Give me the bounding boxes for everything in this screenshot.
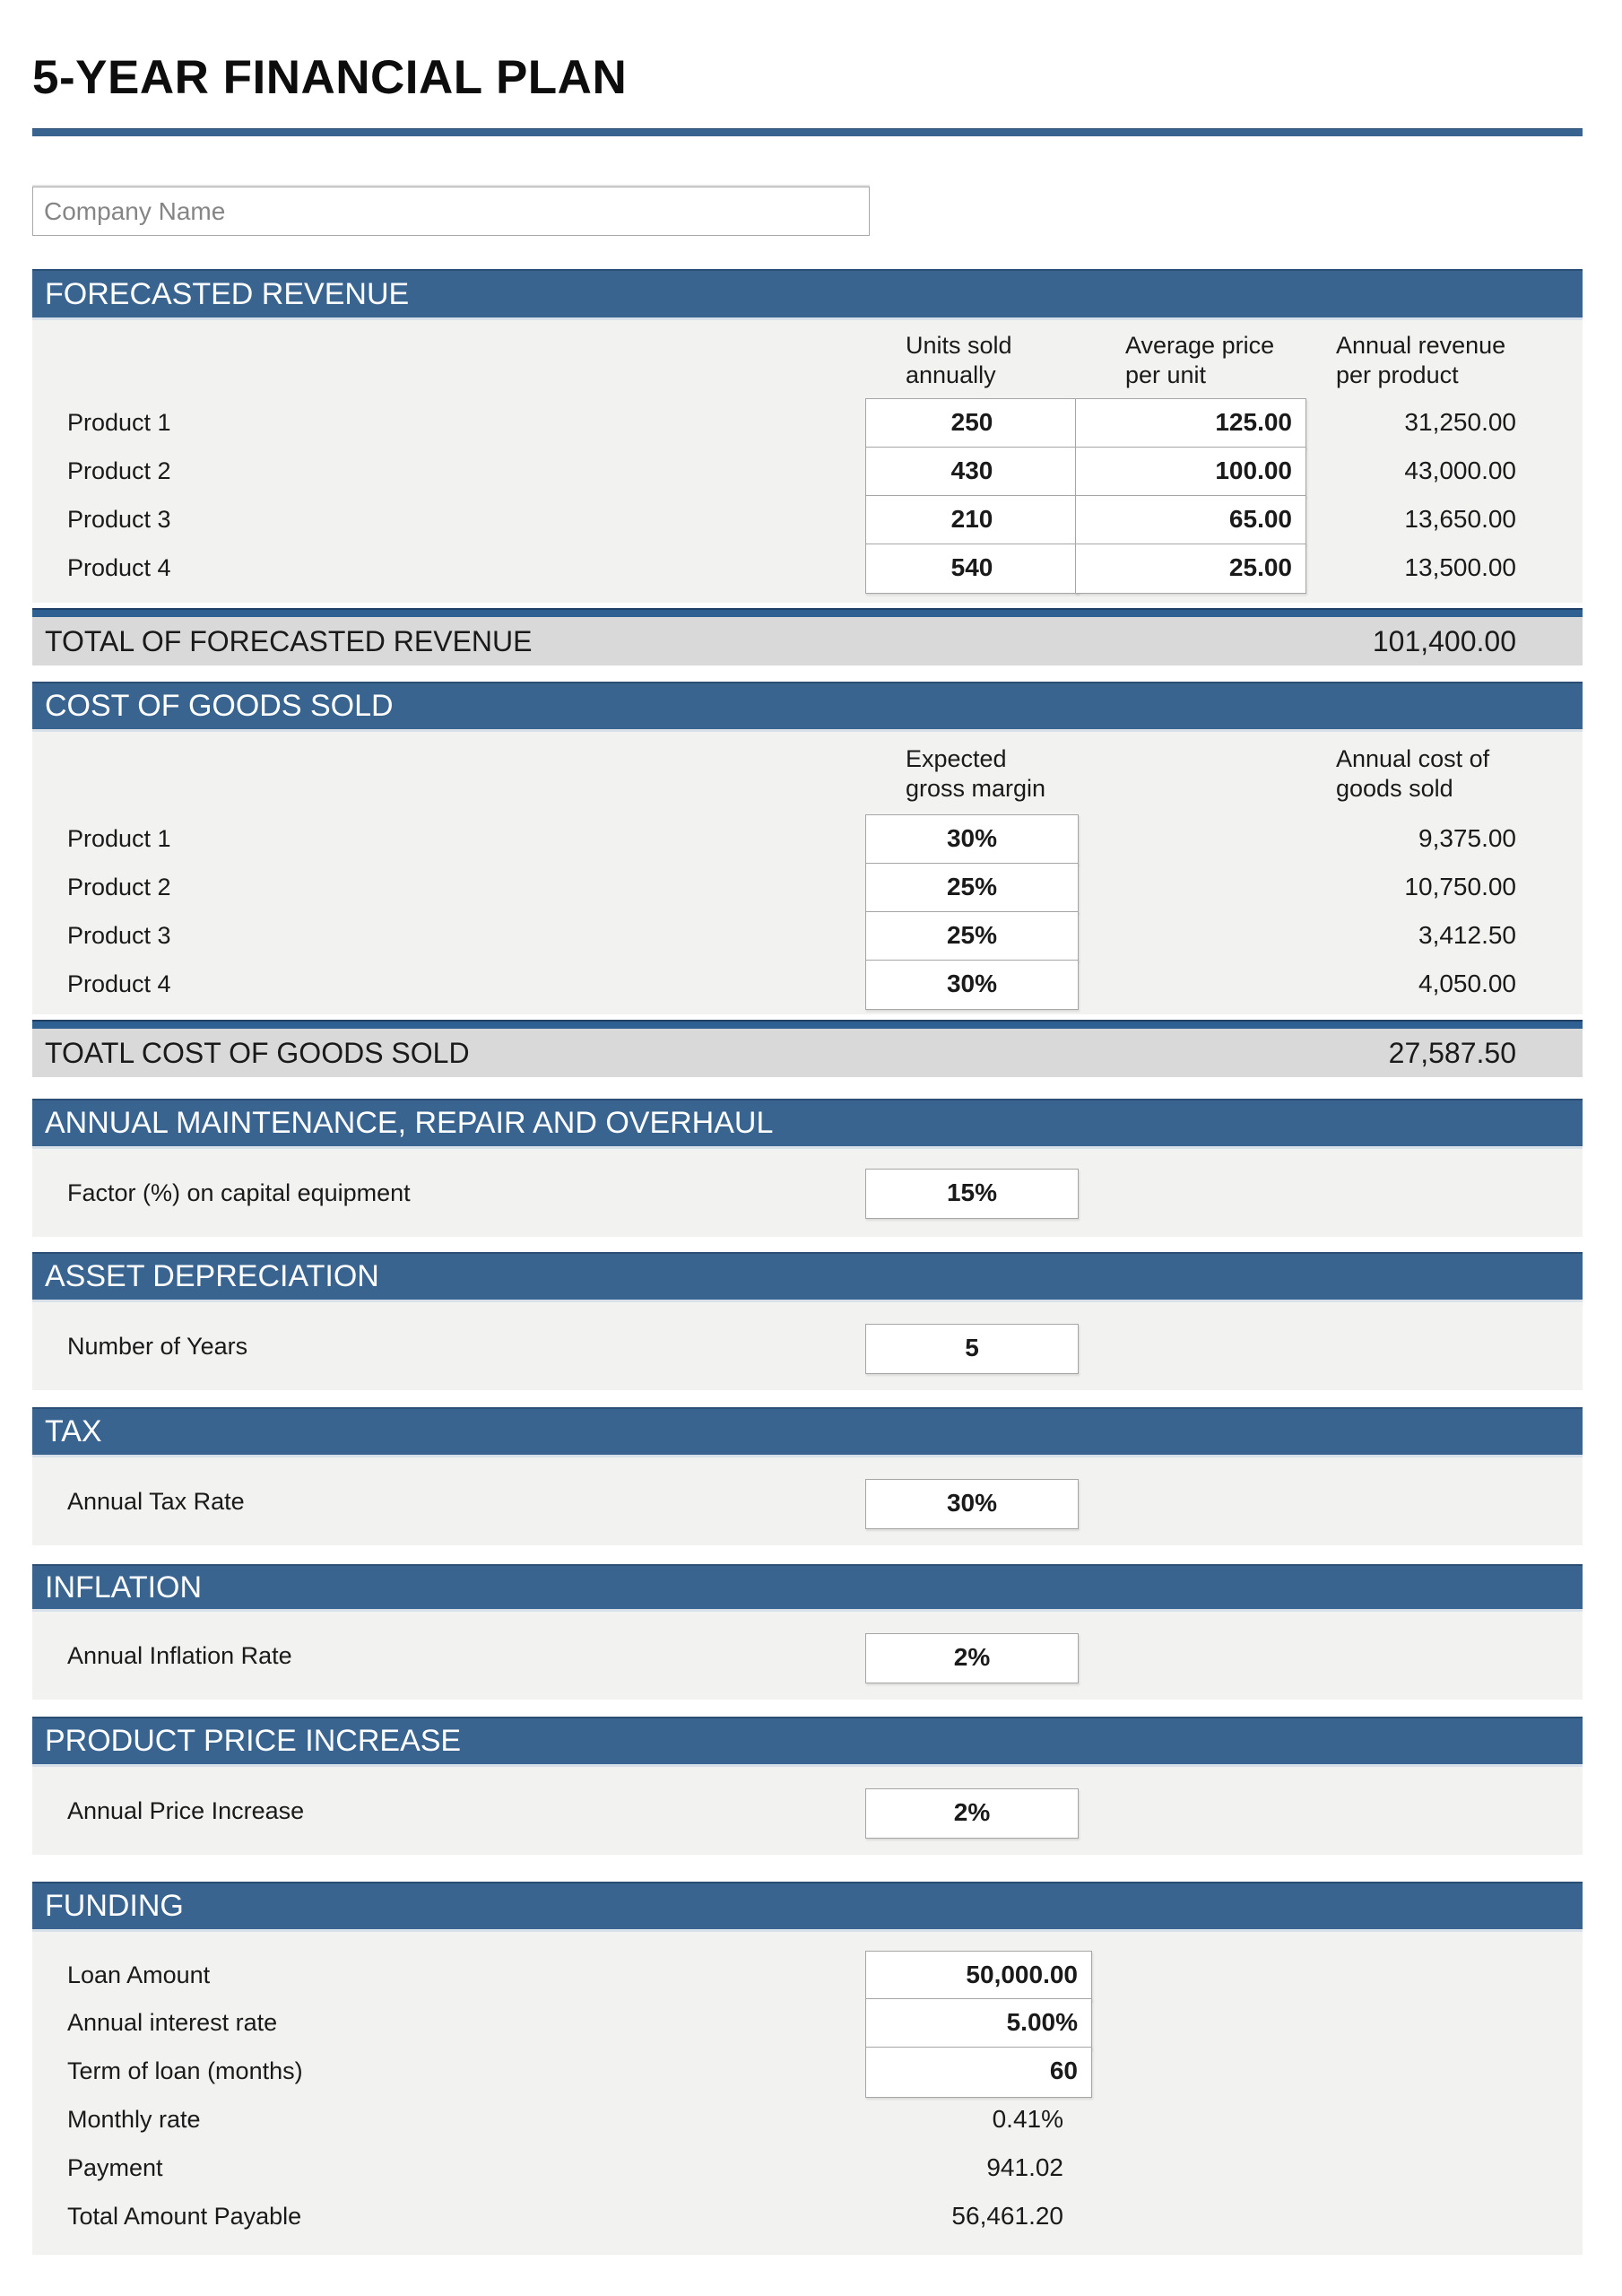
forecasted-revenue-table bbox=[32, 320, 1583, 603]
gross-margin-cell[interactable]: 25% bbox=[865, 911, 1079, 961]
price-increase-header bbox=[32, 1717, 1583, 1767]
total-revenue-value: 101,400.00 bbox=[1372, 624, 1516, 657]
depreciation-header bbox=[32, 1252, 1583, 1302]
funding-heading: FUNDING bbox=[45, 1889, 184, 1923]
maintenance-section bbox=[32, 1149, 1583, 1237]
product-label: Product 3 bbox=[67, 922, 171, 949]
inflation-rate-cell[interactable]: 2% bbox=[865, 1633, 1079, 1683]
annual-revenue-value: 13,500.00 bbox=[1404, 553, 1516, 581]
unit-price-cell[interactable]: 65.00 bbox=[1075, 495, 1306, 545]
units-sold-cell[interactable]: 430 bbox=[865, 447, 1079, 497]
column-header-revenue: Annual revenue per product bbox=[1336, 332, 1506, 388]
inflation-header bbox=[32, 1564, 1583, 1612]
product-label: Product 1 bbox=[67, 825, 171, 852]
unit-price-cell[interactable]: 125.00 bbox=[1075, 398, 1306, 448]
inflation-rate-label: Annual Inflation Rate bbox=[67, 1641, 292, 1669]
product-label: Product 4 bbox=[67, 554, 171, 581]
unit-price-cell[interactable]: 25.00 bbox=[1075, 544, 1306, 594]
unit-price-cell[interactable]: 100.00 bbox=[1075, 447, 1306, 497]
payment-label: Payment bbox=[67, 2154, 163, 2181]
gross-margin-cell[interactable]: 30% bbox=[865, 960, 1079, 1010]
monthly-rate-label: Monthly rate bbox=[67, 2106, 201, 2133]
maintenance-factor-cell[interactable]: 15% bbox=[865, 1169, 1079, 1219]
price-increase-heading: PRODUCT PRICE INCREASE bbox=[45, 1724, 462, 1758]
depreciation-years-cell[interactable]: 5 bbox=[865, 1324, 1079, 1374]
column-header-margin: Expected gross margin bbox=[906, 745, 1046, 802]
monthly-rate-value: 0.41% bbox=[992, 2105, 1063, 2133]
title-rule bbox=[32, 128, 1583, 136]
total-revenue-label: TOTAL OF FORECASTED REVENUE bbox=[45, 624, 533, 657]
tax-section bbox=[32, 1457, 1583, 1545]
loan-amount-cell[interactable]: 50,000.00 bbox=[865, 1951, 1092, 2001]
units-sold-cell[interactable]: 210 bbox=[865, 495, 1079, 545]
forecasted-revenue-header bbox=[32, 269, 1583, 320]
annual-cost-value: 3,412.50 bbox=[1418, 921, 1516, 949]
price-increase-section bbox=[32, 1767, 1583, 1855]
depreciation-heading: ASSET DEPRECIATION bbox=[45, 1259, 379, 1293]
annual-cost-value: 4,050.00 bbox=[1418, 970, 1516, 997]
price-increase-cell[interactable]: 2% bbox=[865, 1788, 1079, 1839]
tax-heading: TAX bbox=[45, 1414, 102, 1448]
product-label: Product 4 bbox=[67, 970, 171, 997]
loan-term-label: Term of loan (months) bbox=[67, 2057, 303, 2084]
column-header-price: Average price per unit bbox=[1125, 332, 1275, 388]
annual-revenue-value: 43,000.00 bbox=[1404, 457, 1516, 484]
total-payable-value: 56,461.20 bbox=[951, 2202, 1063, 2230]
cogs-header bbox=[32, 682, 1583, 732]
annual-revenue-value: 31,250.00 bbox=[1404, 408, 1516, 436]
gross-margin-cell[interactable]: 25% bbox=[865, 863, 1079, 913]
total-cogs-value: 27,587.50 bbox=[1388, 1036, 1516, 1069]
inflation-section bbox=[32, 1612, 1583, 1700]
payment-value: 941.02 bbox=[986, 2153, 1063, 2181]
product-label: Product 1 bbox=[67, 409, 171, 436]
interest-rate-cell[interactable]: 5.00% bbox=[865, 1998, 1092, 2049]
product-label: Product 3 bbox=[67, 506, 171, 533]
interest-rate-label: Annual interest rate bbox=[67, 2009, 278, 2036]
cogs-table bbox=[32, 732, 1583, 1014]
total-cogs-accent-strip bbox=[32, 1020, 1583, 1029]
product-label: Product 2 bbox=[67, 457, 171, 484]
units-sold-cell[interactable]: 540 bbox=[865, 544, 1079, 594]
page-title: 5-YEAR FINANCIAL PLAN bbox=[32, 51, 628, 104]
inflation-heading: INFLATION bbox=[45, 1570, 203, 1605]
cogs-heading: COST OF GOODS SOLD bbox=[45, 689, 394, 723]
total-cogs-row bbox=[32, 1029, 1583, 1077]
tax-rate-cell[interactable]: 30% bbox=[865, 1479, 1079, 1529]
maintenance-label: Factor (%) on capital equipment bbox=[67, 1178, 411, 1206]
maintenance-header bbox=[32, 1099, 1583, 1149]
annual-cost-value: 9,375.00 bbox=[1418, 824, 1516, 852]
forecasted-revenue-heading: FORECASTED REVENUE bbox=[45, 276, 410, 311]
total-revenue-accent-strip bbox=[32, 608, 1583, 617]
column-header-units: Units sold annually bbox=[906, 332, 1012, 388]
funding-section bbox=[32, 1932, 1583, 2255]
annual-revenue-value: 13,650.00 bbox=[1404, 505, 1516, 533]
loan-term-cell[interactable]: 60 bbox=[865, 2047, 1092, 2098]
product-label: Product 2 bbox=[67, 874, 171, 900]
total-payable-label: Total Amount Payable bbox=[67, 2203, 302, 2230]
maintenance-heading: ANNUAL MAINTENANCE, REPAIR AND OVERHAUL bbox=[45, 1106, 774, 1140]
column-header-cost: Annual cost of goods sold bbox=[1336, 745, 1490, 802]
funding-header bbox=[32, 1882, 1583, 1932]
total-forecasted-revenue-row bbox=[32, 617, 1583, 665]
company-name-input[interactable] bbox=[32, 187, 870, 236]
depreciation-section bbox=[32, 1302, 1583, 1390]
gross-margin-cell[interactable]: 30% bbox=[865, 814, 1079, 865]
loan-amount-label: Loan Amount bbox=[67, 1961, 211, 1988]
tax-header bbox=[32, 1407, 1583, 1457]
tax-rate-label: Annual Tax Rate bbox=[67, 1487, 245, 1515]
total-cogs-label: TOATL COST OF GOODS SOLD bbox=[45, 1036, 470, 1069]
annual-cost-value: 10,750.00 bbox=[1404, 873, 1516, 900]
price-increase-label: Annual Price Increase bbox=[67, 1796, 305, 1824]
depreciation-label: Number of Years bbox=[67, 1332, 248, 1360]
units-sold-cell[interactable]: 250 bbox=[865, 398, 1079, 448]
